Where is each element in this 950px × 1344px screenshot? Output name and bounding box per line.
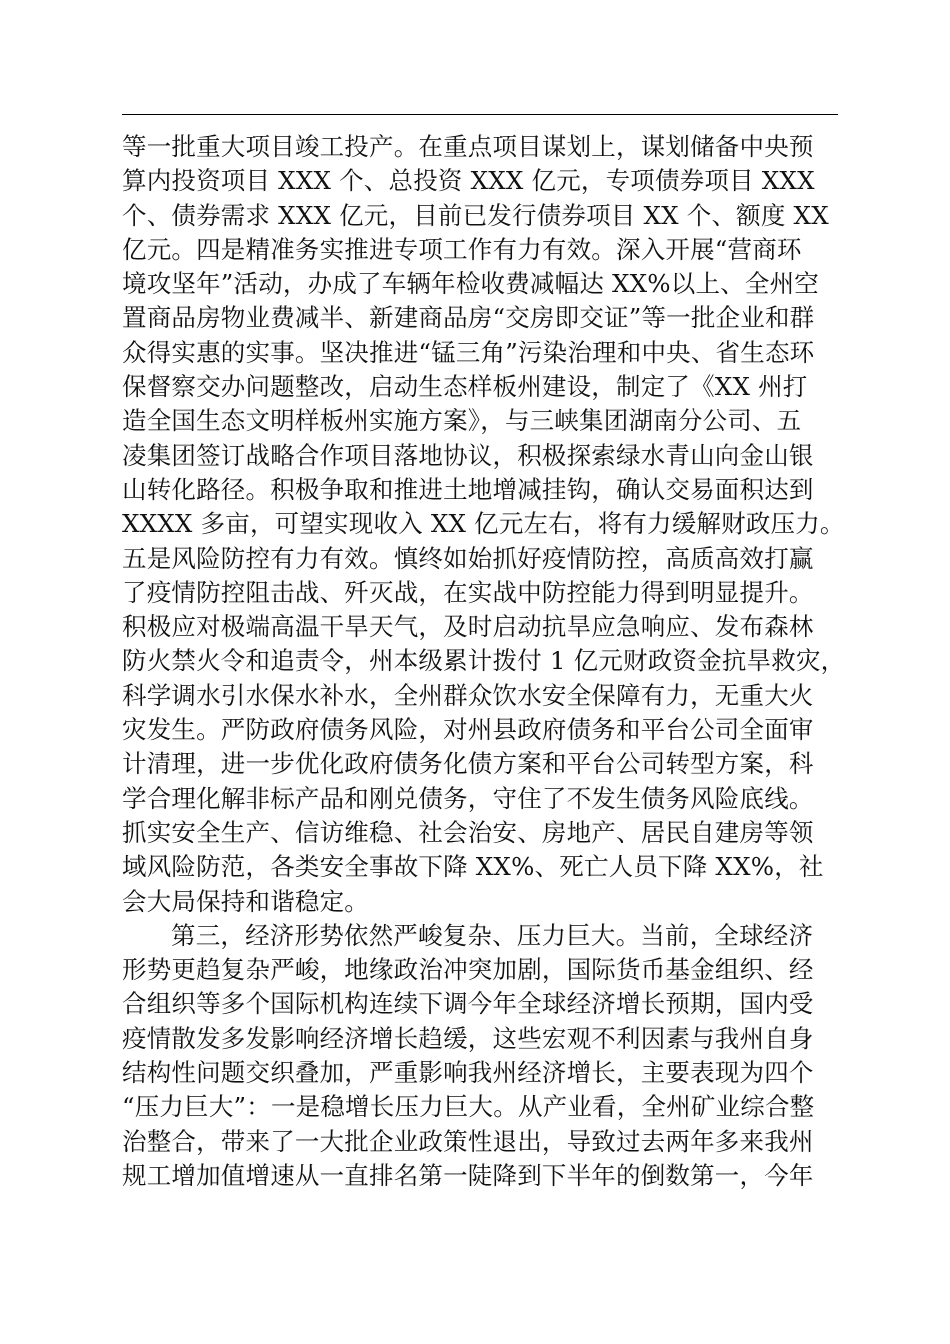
- text-line: 抓实安全生产、信访维稳、社会治安、房地产、居民自建房等领: [122, 817, 814, 847]
- text-line: 了疫情防控阻击战、歼灭战，在实战中防控能力得到明显提升。: [122, 577, 814, 607]
- text-line: 治整合，带来了一大批企业政策性退出，导致过去两年多来我州: [122, 1126, 814, 1156]
- text-line: 疫情散发多发影响经济增长趋缓，这些宏观不利因素与我州自身: [122, 1023, 814, 1053]
- text-line: 境攻坚年”活动，办成了车辆年检收费减幅达 XX%以上、全州空: [122, 269, 819, 299]
- text-line: 计清理，进一步优化政府债务化债方案和平台公司转型方案，科: [122, 749, 814, 779]
- text-line: 置商品房物业费减半、新建商品房“交房即交证”等一批企业和群: [122, 303, 815, 333]
- text-line: 形势更趋复杂严峻，地缘政治冲突加剧，国际货币基金组织、经: [122, 955, 814, 985]
- text-line: 规工增加值增速从一直排名第一陡降到下半年的倒数第一，今年: [122, 1160, 814, 1190]
- text-line: 五是风险防控有力有效。慎终如始抓好疫情防控，高质高效打赢: [122, 543, 814, 573]
- document-body: [122, 130, 852, 1193]
- header-rule: [122, 114, 838, 115]
- text-line: 结构性问题交织叠加，严重影响我州经济增长，主要表现为四个: [122, 1058, 814, 1088]
- text-line: 凌集团签订战略合作项目落地协议，积极探索绿水青山向金山银: [122, 440, 814, 470]
- text-line: 算内投资项目 XXX 个、总投资 XXX 亿元，专项债券项目 XXX: [122, 166, 815, 196]
- text-line: 合组织等多个国际机构连续下调今年全球经济增长预期，国内受: [122, 989, 814, 1019]
- text-line: “压力巨大”：一是稳增长压力巨大。从产业看，全州矿业综合整: [122, 1092, 815, 1122]
- paragraph-start-line: 第三，经济形势依然严峻复杂、压力巨大。当前，全球经济: [171, 920, 814, 950]
- text-line: 亿元。四是精准务实推进专项工作有力有效。深入开展“营商环: [122, 234, 802, 264]
- text-line: 造全国生态文明样板州实施方案》，与三峡集团湖南分公司、五: [122, 406, 802, 436]
- text-line: 会大局保持和谐稳定。: [122, 886, 369, 916]
- text-line: 山转化路径。积极争取和推进土地增减挂钩，确认交易面积达到: [122, 474, 814, 504]
- text-line: 保督察交办问题整改，启动生态样板州建设，制定了《XX 州打: [122, 372, 808, 402]
- text-line: 科学调水引水保水补水，全州群众饮水安全保障有力，无重大火: [122, 680, 814, 710]
- text-line: 防火禁火令和追责令，州本级累计拨付 1 亿元财政资金抗旱救灾，: [122, 646, 846, 676]
- text-line: 众得实惠的实事。坚决推进“锰三角”污染治理和中央、省生态环: [122, 337, 815, 367]
- text-line: 积极应对极端高温干旱天气，及时启动抗旱应急响应、发布森林: [122, 612, 814, 642]
- text-line: 个、债券需求 XXX 亿元，目前已发行债券项目 XX 个、额度 XX: [122, 200, 829, 230]
- text-line: 等一批重大项目竣工投产。在重点项目谋划上，谋划储备中央预: [122, 132, 814, 161]
- text-line: 灾发生。严防政府债务风险，对州县政府债务和平台公司全面审: [122, 715, 814, 745]
- text-line: 域风险防范，各类安全事故下降 XX%、死亡人员下降 XX%，社: [122, 852, 824, 882]
- text-line: XXXX 多亩，可望实现收入 XX 亿元左右，将有力缓解财政压力。: [122, 509, 845, 539]
- text-line: 学合理化解非标产品和刚兑债务，守住了不发生债务风险底线。: [122, 783, 814, 813]
